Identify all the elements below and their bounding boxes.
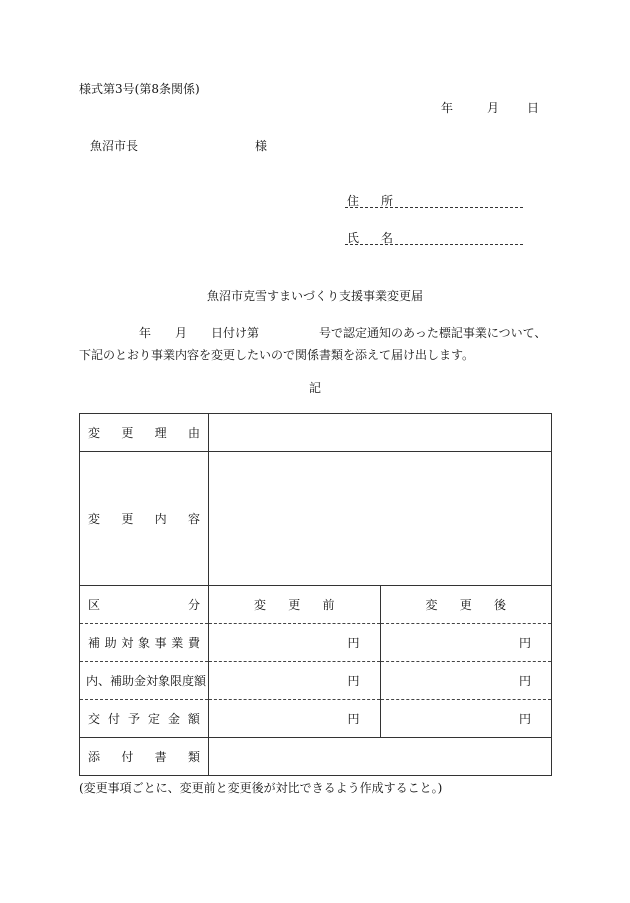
content-row bbox=[80, 452, 552, 586]
address-label-1: 住 bbox=[347, 194, 360, 208]
date-year-label: 年 bbox=[441, 101, 454, 115]
label-char: 助 bbox=[104, 636, 117, 650]
grant-label bbox=[80, 710, 208, 727]
form-number: 様式第3号(第8条関係) bbox=[79, 82, 200, 96]
content-label-cell bbox=[80, 452, 209, 586]
label-char: 事 bbox=[154, 636, 167, 650]
before-char: 前 bbox=[322, 598, 335, 612]
amount-row-grant bbox=[80, 700, 552, 738]
after-char: 変 bbox=[425, 598, 438, 612]
before-header-cell bbox=[209, 586, 381, 624]
label-char: 定 bbox=[147, 712, 160, 726]
label-char: 額 bbox=[187, 712, 200, 726]
label-char: 費 bbox=[187, 636, 200, 650]
limit-before-cell[interactable]: 円 bbox=[209, 662, 381, 700]
change-table bbox=[79, 413, 552, 776]
after-char: 更 bbox=[459, 598, 472, 612]
before-char: 変 bbox=[254, 598, 267, 612]
kubun-label-cell bbox=[80, 586, 209, 624]
attach-label bbox=[80, 748, 208, 765]
addressee: 魚沼市長 bbox=[90, 139, 139, 153]
reason-char: 理 bbox=[154, 426, 167, 440]
after-char: 後 bbox=[493, 598, 506, 612]
footnote: (変更事項ごとに、変更前と変更後が対比できるよう作成すること。) bbox=[79, 781, 443, 795]
reason-char: 更 bbox=[121, 426, 134, 440]
date-day-label: 日 bbox=[527, 101, 540, 115]
name-underline bbox=[345, 244, 523, 245]
content-char: 内 bbox=[154, 512, 167, 526]
after-header-cell bbox=[380, 586, 552, 624]
grant-after-cell[interactable]: 円 bbox=[380, 700, 552, 738]
address-field[interactable] bbox=[345, 192, 523, 208]
reason-input-cell[interactable] bbox=[209, 414, 552, 452]
label-char: 対 bbox=[121, 636, 134, 650]
ki-heading: 記 bbox=[308, 381, 321, 395]
reason-char: 変 bbox=[88, 426, 101, 440]
attach-char: 添 bbox=[88, 750, 101, 764]
after-header bbox=[381, 596, 552, 613]
content-char: 変 bbox=[88, 512, 101, 526]
amount-row-subsidy-cost bbox=[80, 624, 552, 662]
attach-char: 書 bbox=[154, 750, 167, 764]
subsidy-cost-label-cell bbox=[80, 624, 209, 662]
subsidy-cost-after-cell[interactable]: 円 bbox=[380, 624, 552, 662]
address-underline bbox=[345, 207, 523, 208]
kubun-row bbox=[80, 586, 552, 624]
date-month-label: 月 bbox=[487, 101, 500, 115]
reason-label bbox=[80, 424, 208, 441]
reason-label-cell bbox=[80, 414, 209, 452]
name-label-1: 氏 bbox=[347, 231, 360, 245]
label-char: 付 bbox=[107, 712, 120, 726]
label-char: 象 bbox=[137, 636, 150, 650]
content-char: 容 bbox=[187, 512, 200, 526]
name-field[interactable] bbox=[345, 229, 523, 245]
document-title: 魚沼市克雪すまいづくり支援事業変更届 bbox=[206, 289, 423, 303]
subsidy-cost-before-cell[interactable]: 円 bbox=[209, 624, 381, 662]
before-char: 更 bbox=[288, 598, 301, 612]
label-char: 業 bbox=[171, 636, 184, 650]
attach-label-cell bbox=[80, 738, 209, 776]
content-input-cell[interactable] bbox=[209, 452, 552, 586]
label-char: 金 bbox=[167, 712, 180, 726]
reason-row bbox=[80, 414, 552, 452]
date-line bbox=[441, 99, 539, 116]
content-label bbox=[80, 510, 208, 527]
before-header bbox=[209, 596, 380, 613]
attach-char: 類 bbox=[187, 750, 200, 764]
grant-label-cell bbox=[80, 700, 209, 738]
attach-char: 付 bbox=[121, 750, 134, 764]
limit-after-cell[interactable]: 円 bbox=[380, 662, 552, 700]
subsidy-cost-label bbox=[80, 634, 208, 651]
limit-label-cell bbox=[80, 662, 209, 700]
honorific: 様 bbox=[255, 139, 268, 153]
reason-char: 由 bbox=[187, 426, 200, 440]
amount-row-limit bbox=[80, 662, 552, 700]
address-label-2: 所 bbox=[381, 194, 394, 208]
kubun-char: 分 bbox=[187, 598, 200, 612]
attach-row bbox=[80, 738, 552, 776]
label-char: 予 bbox=[127, 712, 140, 726]
content-char: 更 bbox=[121, 512, 134, 526]
grant-before-cell[interactable]: 円 bbox=[209, 700, 381, 738]
name-label-2: 名 bbox=[381, 231, 394, 245]
label-text: 内、補助金対象限度額 bbox=[86, 674, 207, 688]
kubun-char: 区 bbox=[88, 598, 101, 612]
attach-input-cell[interactable] bbox=[209, 738, 552, 776]
label-char: 交 bbox=[88, 712, 101, 726]
label-char: 補 bbox=[88, 636, 101, 650]
body-paragraph: 年 月 日付け第 号で認定通知のあった標記事業について、下記のとおり事業内容を変更したいので関係書類を添えて届け出します。 bbox=[79, 326, 547, 362]
limit-label bbox=[80, 672, 208, 689]
kubun-label bbox=[80, 596, 208, 613]
